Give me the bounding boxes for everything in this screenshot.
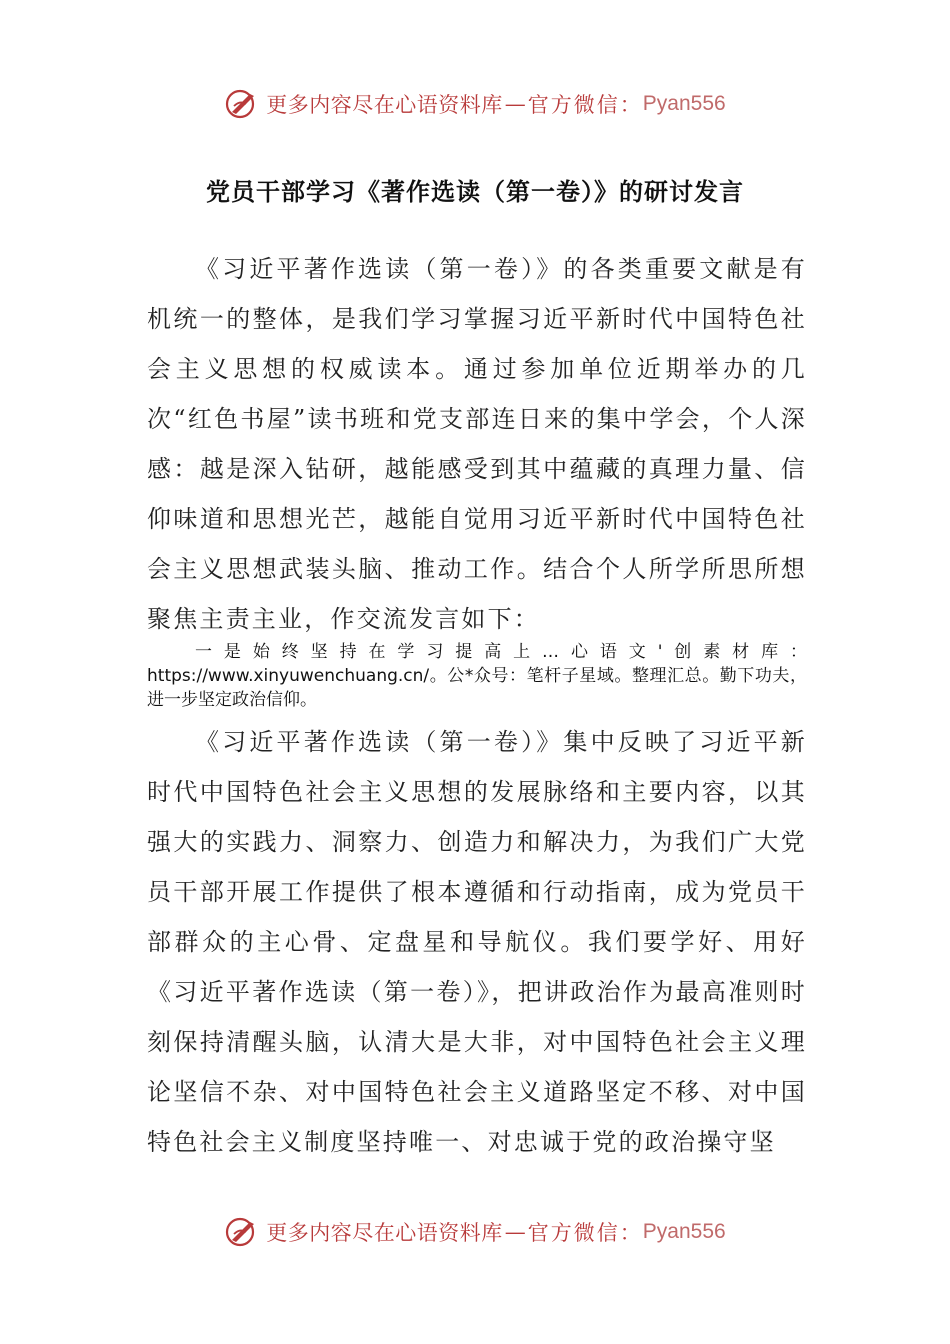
watermark-dash: — [504, 1220, 526, 1244]
watermark-dash: — [504, 92, 526, 116]
note-line: 一是始终坚持在学习提高上…心语文'创素材库：https://www.xinyuwenchuang.cn/。公*众号：笔杆子星域。整理汇总。勤下功夫，进一步坚定政治信仰。 [147, 642, 807, 710]
document-title: 党员干部学习《著作选读（第一卷）》的研讨发言 [206, 178, 744, 206]
paragraph-2: 《习近平著作选读（第一卷）》集中反映了习近平新时代中国特色社会主义思想的发展脉络和主要内容，以其强大的实践力、洞察力、创造力和解决力，为我们广大党员干部开展工作提供了根本遵循和行动指南，成为党员干部群众的主心骨、定盘星和导航仪。我们要学好、用好《习近平著作选读（第一卷）》，把讲政治作为最高准则时刻保持清醒头脑，认清大是大非，对中国特色社会主义理论坚信不杂、对中国特色社会主义道路坚定不移、对中国特色社会主义制度坚持唯一、对忠诚于党的政治操守坚 [147, 728, 807, 1156]
watermark-label: 官方微信： [527, 1221, 643, 1245]
pen-logo-icon [224, 86, 260, 122]
watermark-site-name: 更多内容尽在心语资料库 [266, 93, 503, 117]
watermark-site-name: 更多内容尽在心语资料库 [266, 1221, 503, 1245]
watermark-footer [0, 1212, 950, 1252]
watermark-wechat-id: Pyan556 [642, 1220, 726, 1243]
pen-logo-icon [224, 1214, 260, 1250]
watermark-label: 官方微信： [527, 93, 643, 117]
watermark-header [0, 84, 950, 124]
paragraph-1: 《习近平著作选读（第一卷）》的各类重要文献是有机统一的整体，是我们学习掌握习近平新时代中国特色社会主义思想的权威读本。通过参加单位近期举办的几次“红色书屋”读书班和党支部连日来的集中学会，个人深感：越是深入钻研，越能感受到其中蕴藏的真理力量、信仰味道和思想光芒，越能自觉用习近平新时代中国特色社会主义思想武装头脑、推动工作。结合个人所学所思所想聚焦主责主业，作交流发言如下： [147, 255, 807, 633]
watermark-wechat-id: Pyan556 [642, 92, 726, 115]
